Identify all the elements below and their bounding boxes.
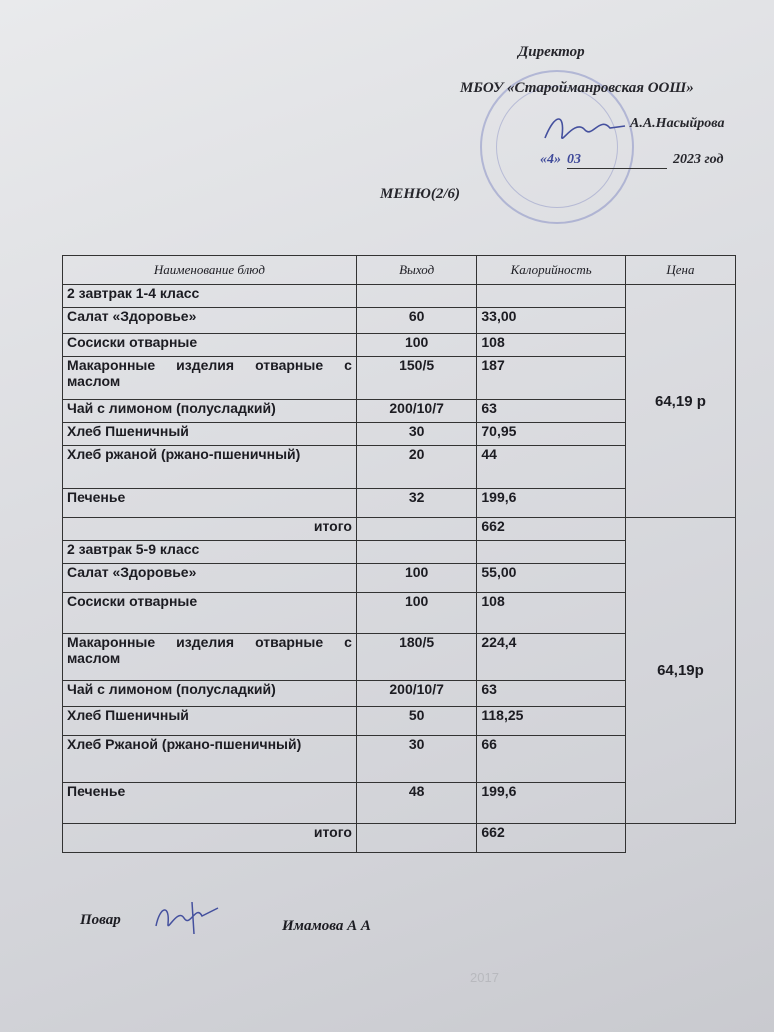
bleed-through-text: 2017 xyxy=(470,970,499,985)
dish-output: 100 xyxy=(356,564,476,593)
date-year: 2023 год xyxy=(673,152,724,167)
group-price: 64,19р xyxy=(625,518,735,824)
dish-output: 48 xyxy=(356,783,476,824)
total-label: итого xyxy=(63,518,357,541)
dish-calories: 187 xyxy=(477,357,626,400)
dish-name: Чай с лимоном (полусладкий) xyxy=(63,400,357,423)
cook-name: Имамова А А xyxy=(282,918,371,934)
group-title-row xyxy=(63,285,736,308)
dish-name: Чай с лимоном (полусладкий) xyxy=(63,681,357,707)
total-row xyxy=(63,518,736,541)
table-header-row xyxy=(63,256,736,285)
dish-output: 200/10/7 xyxy=(356,400,476,423)
dish-name: Сосиски отварные xyxy=(63,593,357,634)
date-day: «4» xyxy=(540,152,561,167)
dish-output: 100 xyxy=(356,334,476,357)
dish-name: Макаронные изделия отварные с маслом xyxy=(63,634,357,681)
column-header: Цена xyxy=(625,256,735,285)
approved-school: МБОУ «Старойманровская ООШ» xyxy=(460,80,694,96)
dish-name: Салат «Здоровье» xyxy=(63,564,357,593)
approved-signer: А.А.Насыйрова xyxy=(630,116,725,131)
group-price: 64,19 р xyxy=(625,285,735,518)
dish-name: Салат «Здоровье» xyxy=(63,308,357,334)
dish-calories: 224,4 xyxy=(477,634,626,681)
total-label: итого xyxy=(63,824,357,853)
column-header: Калорийность xyxy=(477,256,626,285)
dish-name: Печенье xyxy=(63,783,357,824)
dish-output: 60 xyxy=(356,308,476,334)
column-header: Наименование блюд xyxy=(63,256,357,285)
approved-title: Директор xyxy=(518,44,585,60)
approved-date xyxy=(540,152,723,169)
dish-name: Хлеб Пшеничный xyxy=(63,707,357,736)
dish-output: 200/10/7 xyxy=(356,681,476,707)
group-title: 2 завтрак 1-4 класс xyxy=(63,285,357,308)
dish-name: Хлеб ржаной (ржано-пшеничный) xyxy=(63,446,357,489)
dish-calories: 63 xyxy=(477,681,626,707)
dish-name: Сосиски отварные xyxy=(63,334,357,357)
dish-output: 150/5 xyxy=(356,357,476,400)
dish-name: Хлеб Пшеничный xyxy=(63,423,357,446)
dish-name: Хлеб Ржаной (ржано-пшеничный) xyxy=(63,736,357,783)
menu-table xyxy=(62,255,736,853)
dish-output: 100 xyxy=(356,593,476,634)
dish-output: 20 xyxy=(356,446,476,489)
menu-title: МЕНЮ(2/6) xyxy=(380,186,461,202)
column-header: Выход xyxy=(356,256,476,285)
dish-calories: 108 xyxy=(477,334,626,357)
dish-calories: 70,95 xyxy=(477,423,626,446)
dish-output: 180/5 xyxy=(356,634,476,681)
dish-output: 50 xyxy=(356,707,476,736)
dish-calories: 108 xyxy=(477,593,626,634)
total-calories: 662 xyxy=(477,824,626,853)
dish-calories: 44 xyxy=(477,446,626,489)
dish-name: Макаронные изделия отварные с маслом xyxy=(63,357,357,400)
dish-calories: 33,00 xyxy=(477,308,626,334)
date-month-field xyxy=(567,152,667,169)
dish-calories: 63 xyxy=(477,400,626,423)
dish-output: 30 xyxy=(356,736,476,783)
total-calories: 662 xyxy=(477,518,626,541)
dish-calories: 118,25 xyxy=(477,707,626,736)
dish-calories: 199,6 xyxy=(477,783,626,824)
date-month: 03 xyxy=(567,152,581,167)
director-signature xyxy=(540,108,630,148)
dish-output: 32 xyxy=(356,489,476,518)
dish-calories: 199,6 xyxy=(477,489,626,518)
dish-calories: 66 xyxy=(477,736,626,783)
dish-calories: 55,00 xyxy=(477,564,626,593)
total-row xyxy=(63,824,736,853)
dish-output: 30 xyxy=(356,423,476,446)
group-title: 2 завтрак 5-9 класс xyxy=(63,541,357,564)
cook-label: Повар xyxy=(80,912,121,928)
cook-signature xyxy=(152,898,222,938)
dish-name: Печенье xyxy=(63,489,357,518)
